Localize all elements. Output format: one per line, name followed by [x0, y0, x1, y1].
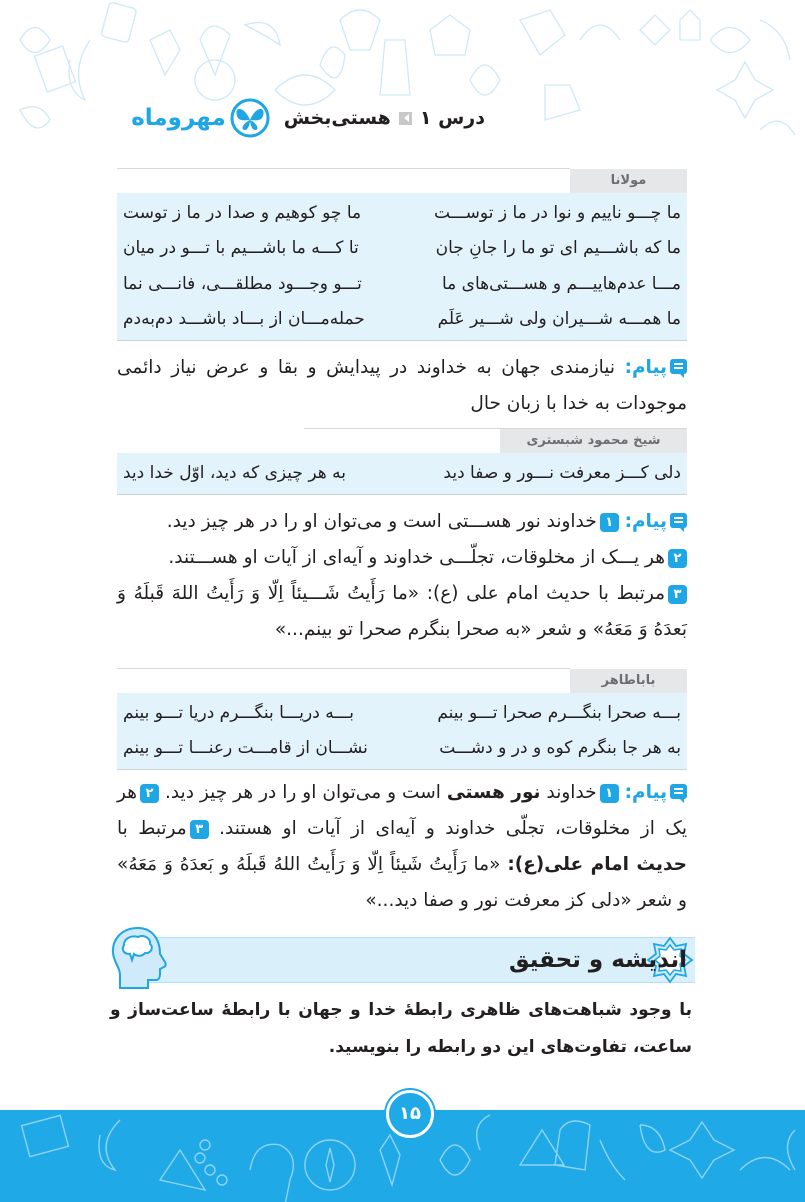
message-text: هر یـــک از مخلوقات، تجلّـــی خداوند و آیه‌ای از آیات او هســـتند. — [168, 547, 665, 568]
head-brain-icon — [108, 925, 170, 991]
poem-verse — [123, 195, 681, 231]
hemistich-left: تـــو وجـــود مطلقـــی، فانـــی نما — [123, 273, 362, 294]
number-badge: ۱ — [600, 784, 619, 803]
hemistich-left: بـــه دریـــا بنگـــرم دریا تـــو بینم — [123, 702, 354, 723]
poem-author: شیخ محمود شبستری — [500, 429, 687, 453]
number-badge: ۱ — [600, 513, 619, 532]
message-label: پیام: — [624, 357, 667, 378]
research-question: با وجود شباهت‌های ظاهری رابطهٔ خدا و جهان با رابطهٔ ساعت‌ساز و ساعت، تفاوت‌های این دو رابطه را بنویسید. — [110, 1000, 692, 1057]
poem-verse — [123, 266, 681, 302]
message-text: مرتبط با — [117, 818, 187, 839]
message-item — [117, 576, 687, 648]
message-label: پیام: — [624, 511, 667, 532]
hemistich-right: ما همـــه شـــیران ولی شـــیر عَلَم — [437, 309, 681, 330]
poem-verse — [123, 455, 681, 491]
page-header — [131, 98, 485, 138]
message-block-3 — [117, 775, 687, 919]
message-text: است و می‌توان او را در هر چیز دید. — [164, 782, 441, 803]
poem-author: باباطاهر — [570, 669, 687, 693]
emphasis-text: حدیث امام علی(ع): — [507, 854, 687, 875]
hemistich-right: مـــا عدم‌هاییـــم و هســـتی‌های ما — [441, 273, 681, 294]
poem-author: مولانا — [570, 169, 687, 193]
message-block-2 — [117, 504, 687, 648]
decorative-pattern-top — [0, 0, 805, 170]
number-badge: ۲ — [140, 784, 159, 803]
hemistich-right: بـــه صحرا بنگـــرم صحرا تـــو بینم — [437, 702, 681, 723]
butterfly-logo-icon — [230, 98, 270, 138]
hemistich-left: حمله‌مـــان از بـــاد باشـــد دم‌به‌دم — [123, 309, 365, 330]
emphasis-text: نور هستی — [446, 782, 541, 803]
brand-name: مهروماه — [131, 105, 226, 131]
message-bubble-icon — [670, 513, 687, 528]
lesson-title: هستی‌بخش — [283, 107, 391, 129]
poem-block-shabestari — [117, 428, 687, 495]
message-item — [117, 540, 687, 576]
hemistich-left: ما چو کوهیم و صدا در ما ز توست — [123, 202, 362, 223]
number-badge: ۳ — [668, 585, 687, 604]
arrow-separator-icon — [399, 112, 412, 125]
lesson-number: درس ۱ — [419, 107, 485, 129]
hemistich-left: به هر چیزی که دید، اوّل خدا دید — [123, 462, 346, 483]
hemistich-left: تا کـــه ما باشـــیم با تـــو در میان — [123, 238, 359, 259]
poem-verse — [123, 731, 681, 767]
message-bubble-icon — [670, 359, 687, 374]
hemistich-left: نشـــان از قامـــت رعنـــا تـــو بینم — [123, 738, 368, 759]
poem-verse — [123, 231, 681, 267]
number-badge: ۲ — [668, 549, 687, 568]
message-text: مرتبط با حدیث امام علی (ع): «ما رَأَیتُ شَـــیئاً اِلّا وَ رَأَیتُ اللهَ قَبلَهُ وَ بَعدَهُ وَ مَعَهُ» و شعر «به صحرا بنگرم صحرا تو بینم...» — [117, 583, 687, 640]
hemistich-right: ما چـــو ناییم و نوا در ما ز توســـت — [434, 202, 681, 223]
message-text: نیازمندی جهان به خداوند در پیدایش و بقا و عرض نیاز دائمی موجودات به خدا با زبان حال — [117, 357, 687, 414]
poem-verse — [123, 302, 681, 338]
section-title: اندیشه و تحقیق — [509, 947, 687, 973]
poem-block-babataher — [117, 668, 687, 770]
message-text: «ما رَأَیتُ شَیئاً اِلّا وَ رَأَیتُ اللهُ قَبلَهُ و بَعدَهُ وَ مَعَهُ» و شعر «دلی کز معرفت نور و صفا دید...» — [117, 854, 687, 911]
number-badge: ۳ — [190, 820, 209, 839]
hemistich-right: به هر جا بنگرم کوه و در و دشـــت — [439, 738, 681, 759]
page-number: ۱۵ — [386, 1090, 434, 1138]
message-text: خداوند — [546, 782, 597, 803]
message-label: پیام: — [624, 782, 668, 803]
message-item — [117, 504, 687, 540]
hemistich-right: ما که باشـــیم ای تو ما را جانِ جان — [435, 238, 681, 259]
poem-block-molana — [117, 168, 687, 341]
message-bubble-icon — [670, 784, 687, 799]
poem-verse — [123, 695, 681, 731]
message-text: خداوند نور هســـتی است و می‌توان او را در هر چیز دید. — [166, 511, 597, 532]
brand — [131, 98, 269, 138]
message-text: هر یک از مخلوقات، تجلّی خداوند و آیه‌ای از آیات او هستند. — [117, 782, 688, 839]
hemistich-right: دلی کـــز معرفت نـــور و صفا دید — [443, 462, 681, 483]
message-block-1 — [117, 350, 687, 422]
